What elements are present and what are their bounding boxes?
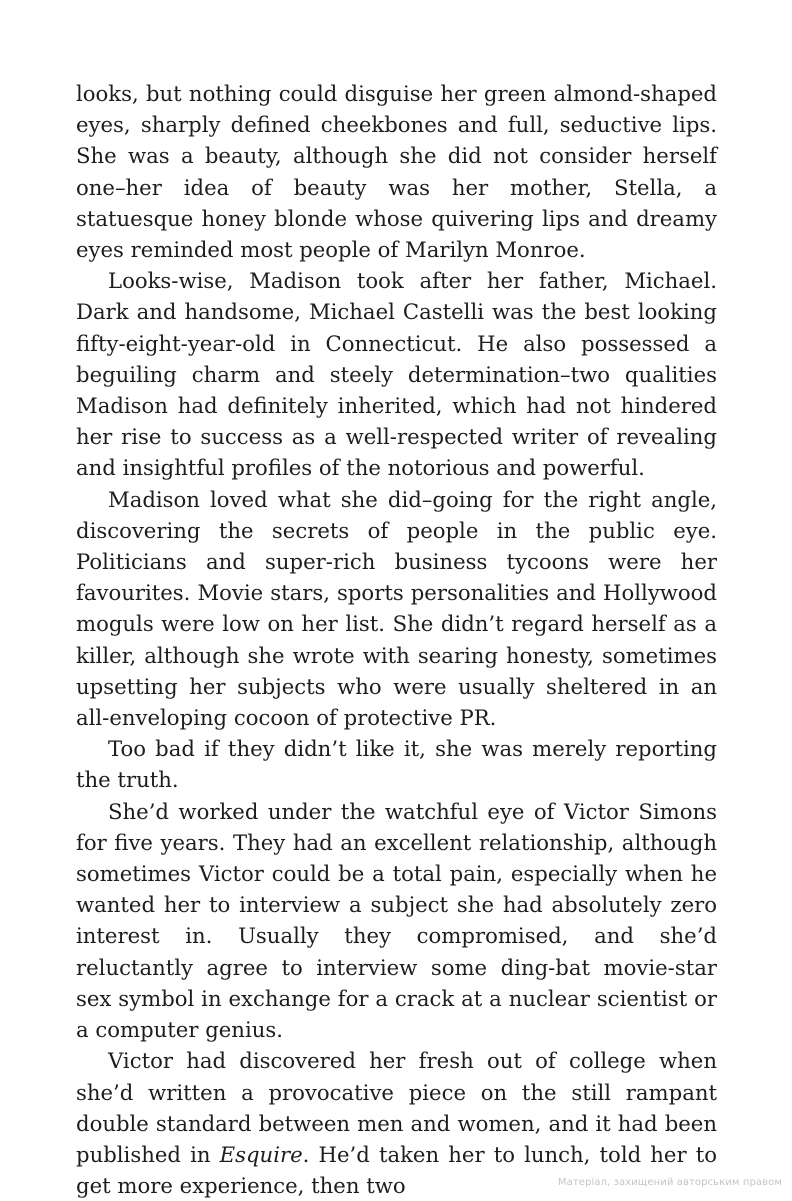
paragraph-2: Looks-wise, Madison took after her father, Michael. Dark and handsome, Michael Castelli was the best looking fifty-eight-year-old in Connecticut. He also possessed a beguiling charm and steely determination–two qualities Madison had definitely inherited, which had not hindered her rise to success as a well-respected writer of revealing and insightful profiles of the notorious and powerful. <box>76 268 717 481</box>
copyright-watermark: Матеріал, захищений авторським правом <box>557 1177 782 1188</box>
paragraph-3: Madison loved what she did–going for the right angle, discovering the secrets of people in the public eye. Politicians and super-rich business tycoons were her favourites. Movie stars, sports personalities and Hollywood moguls were low on her list. She didn’t regard herself as a killer, although she wrote with searing honesty, sometimes upsetting her subjects who were usually sheltered in an all-enveloping cocoon of protective PR. <box>76 486 717 731</box>
paragraph-1: looks, but nothing could disguise her green almond-shaped eyes, sharply defined cheekbones and full, seductive lips. She was a beauty, although she did not consider herself one–her idea of beauty was her mother, Stella, a statuesque honey blonde whose quivering lips and dreamy eyes reminded most people of Marilyn Monroe. <box>76 81 717 263</box>
paragraph-4: Too bad if they didn’t like it, she was merely reporting the truth. <box>76 736 717 793</box>
paragraph-6-text-before: Victor had discovered her fresh out of college when she’d written a provocative piece on the still rampant double standard between men and women, and it had been published in <box>76 1048 717 1167</box>
page-text-body <box>76 78 717 1201</box>
magazine-title-italic: Esquire <box>219 1141 303 1167</box>
paragraph-6-text-after: . He’d taken her to lunch, told her to get more experience, then two <box>76 1141 718 1199</box>
paragraph-5: She’d worked under the watchful eye of Victor Simons for five years. They had an excellent relationship, although sometimes Victor could be a total pain, especially when he wanted her to interview a subject she had absolutely zero interest in. Usually they compromised, and she’d reluctantly agree to interview some ding-bat movie-star sex symbol in exchange for a crack at a nuclear scientist or a computer genius. <box>76 798 717 1043</box>
